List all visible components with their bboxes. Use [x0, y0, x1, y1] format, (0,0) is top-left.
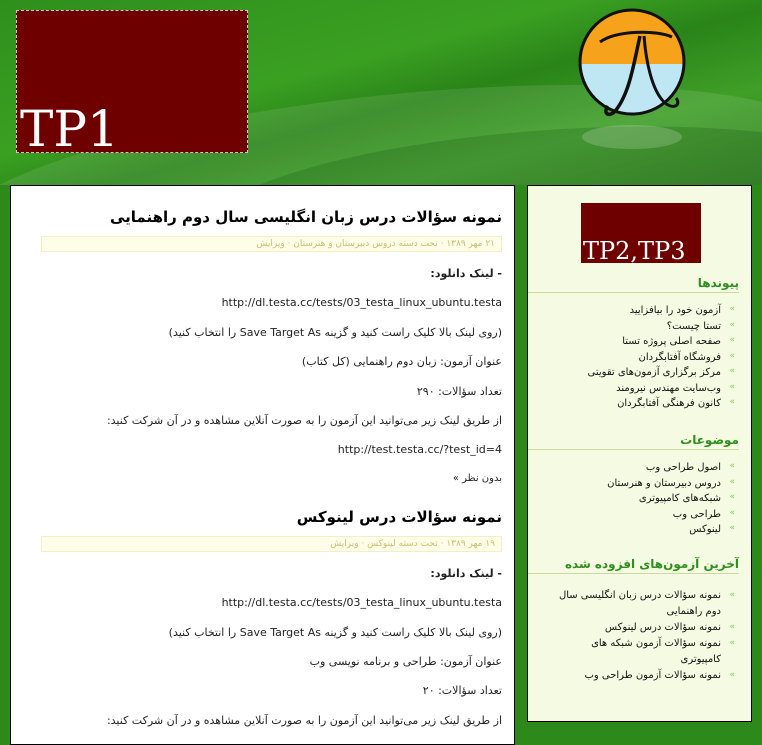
question-count: تعداد سؤالات: ۲۹۰	[416, 384, 502, 398]
latest-item[interactable]: » نمونه سؤالات آزمون طراحی وب	[528, 668, 751, 684]
topic-item[interactable]: » شبکه‌های کامپیوتری	[528, 491, 751, 507]
topics-list	[528, 460, 751, 538]
link-item[interactable]: » تستا چیست؟	[528, 319, 751, 335]
post-meta[interactable]: ۱۹ مهر ۱۳۸۹ · تحت دسته لینوکس · ویرایش	[41, 536, 502, 552]
topic-item[interactable]: » لینوکس	[528, 522, 751, 538]
latest-item[interactable]: » نمونه سؤالات آزمون شبکه های کامپیوتری	[528, 636, 751, 668]
links-widget-title: پیوندها	[528, 276, 739, 293]
save-hint: (روی لینک بالا کلیک راست کنید و گزینه Save Target As را انتخاب کنید)	[168, 325, 502, 339]
download-link[interactable]: http://dl.testa.cc/tests/03_testa_linux_ubuntu.testa	[221, 296, 502, 310]
latest-item[interactable]: » نمونه سؤالات درس لینوکس	[528, 620, 751, 636]
online-hint: از طریق لینک زیر می‌توانید این آزمون را به صورت آنلاین مشاهده و در آن شرکت کنید:	[106, 413, 502, 427]
topics-widget-title: موضوعات	[528, 433, 739, 450]
post-meta[interactable]: ۲۱ مهر ۱۳۸۹ · تحت دسته دروس دبیرستان و هنرستان · ویرایش	[41, 236, 502, 252]
site-header	[0, 0, 762, 185]
sidebar-banner-placeholder[interactable]	[581, 203, 701, 263]
link-item[interactable]: » صفحه اصلی پروژه تستا	[528, 334, 751, 350]
tp1-label: TP1	[20, 100, 119, 158]
links-list	[528, 303, 751, 412]
sidebar	[527, 185, 752, 722]
online-link[interactable]: http://test.testa.cc/?test_id=4	[337, 443, 502, 457]
question-count: تعداد سؤالات: ۲۰	[422, 684, 502, 698]
download-link[interactable]: http://dl.testa.cc/tests/03_testa_linux_ubuntu.testa	[221, 596, 502, 610]
download-label: - لینک دانلود:	[430, 267, 502, 280]
comments-link[interactable]: بدون نظر »	[452, 472, 502, 484]
post-title[interactable]: نمونه سؤالات درس زبان انگلیسی سال دوم راهنمایی	[109, 208, 502, 226]
link-item[interactable]: » کانون فرهنگی آفتابگردان	[528, 396, 751, 412]
link-item[interactable]: » مرکز برگزاری آزمون‌های تقویتی	[528, 365, 751, 381]
link-item[interactable]: » وب‌سایت مهندس نیرومند	[528, 381, 751, 397]
latest-widget-title: آخرین آزمون‌های افزوده شده	[528, 557, 739, 574]
topic-item[interactable]: » دروس دبیرستان و هنرستان	[528, 476, 751, 492]
online-hint: از طریق لینک زیر می‌توانید این آزمون را به صورت آنلاین مشاهده و در آن شرکت کنید:	[106, 713, 502, 727]
post-title[interactable]: نمونه سؤالات درس لینوکس	[296, 507, 502, 526]
main-content	[10, 185, 515, 745]
testa-logo-icon[interactable]	[572, 2, 692, 152]
download-label: - لینک دانلود:	[430, 566, 502, 580]
exam-title: عنوان آزمون: طراحی و برنامه نویسی وب	[309, 654, 502, 668]
link-item[interactable]: » فروشگاه آفتابگردان	[528, 350, 751, 366]
latest-item[interactable]: » نمونه سؤالات درس زبان انگلیسی سال دوم راهنمایی	[528, 588, 751, 620]
post	[11, 186, 514, 486]
topic-item[interactable]: » طراحی وب	[528, 507, 751, 523]
save-hint: (روی لینک بالا کلیک راست کنید و گزینه Save Target As را انتخاب کنید)	[168, 625, 502, 639]
exam-title: عنوان آزمون: زبان دوم راهنمایی (کل کتاب)	[301, 355, 502, 369]
post	[11, 486, 514, 728]
tp23-label: TP2,TP3	[583, 237, 686, 265]
latest-list	[528, 588, 751, 684]
header-banner-placeholder[interactable]	[16, 10, 248, 158]
link-item[interactable]: » آزمون خود را بیافزایید	[528, 303, 751, 319]
topic-item[interactable]: » اصول طراحی وب	[528, 460, 751, 476]
